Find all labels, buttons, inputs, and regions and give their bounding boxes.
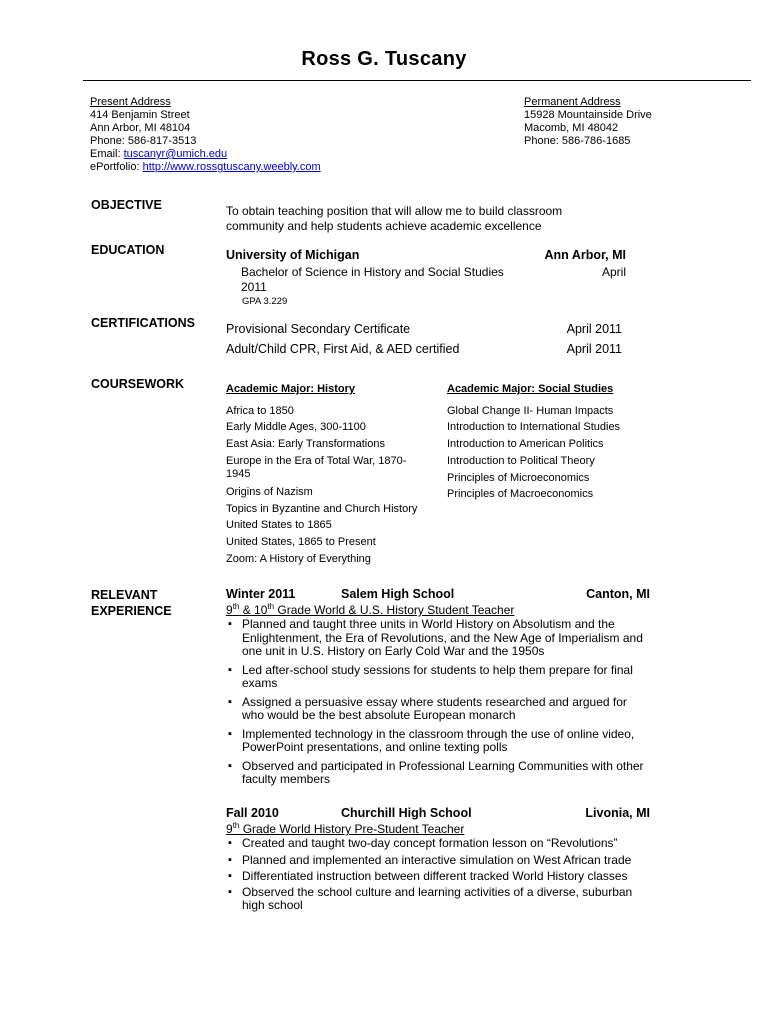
present-city: Ann Arbor, MI 48104 [90,122,191,134]
email-prefix: Email: [90,148,124,160]
job-bullet: ▪ Planned and taught three units in World History on Absolutism and the Enlightenment, the Era of Revolutions, and the New Age of Imperialism and one unit in U.S. History on Early Cold War and the 1950s [226,618,650,659]
job-title-ordinal-2: th [267,602,275,611]
portfolio-line [90,161,321,174]
job-location: Livonia, MI [585,806,650,820]
education-school: University of Michigan [226,248,360,262]
certification-date: April 2011 [566,322,622,336]
job-title-ordinal-1: th [232,602,240,611]
portfolio-prefix: ePortfolio: [90,161,143,173]
history-course-heading: Academic Major: History [226,383,355,395]
job-bullet: ▪ Implemented technology in the classroom through the use of online video, PowerPoint presentations, and online texting polls [226,728,650,755]
education-block [226,248,626,307]
header-rule [83,80,751,81]
certifications-list [226,320,622,359]
job-bullet: ▪ Observed and participated in Professional Learning Communities with other faculty members [226,760,650,787]
education-degree: Bachelor of Science in History and Social Studies [241,265,504,279]
objective-heading: OBJECTIVE [91,198,162,212]
course-item-continued: 1945 [226,468,251,481]
education-degree-row [226,265,626,280]
present-phone: Phone: 586-817-3513 [90,135,197,147]
course-item: United States, 1865 to Present [226,535,376,548]
job-bullet: ▪ Observed the school culture and learning activities of a diverse, suburban high school [226,886,650,913]
job-bullet: ▪ Created and taught two-day concept formation lesson on “Revolutions” [226,837,650,851]
experience-heading [91,587,172,619]
objective-line-1: To obtain teaching position that will allow me to build classroom [226,204,563,218]
coursework-heading: COURSEWORK [91,377,185,391]
present-address-label: Present Address [90,96,171,108]
present-email-line [90,148,321,161]
permanent-city: Macomb, MI 48042 [524,122,619,134]
experience-heading-line-1: RELEVANT [91,588,158,602]
job-title-grade-2: & 10 [239,603,268,617]
portfolio-link[interactable]: http://www.rossgtuscany.weebly.com [142,161,321,173]
job-title-text: Grade World & U.S. History Student Teacher [274,603,515,617]
experience-heading-line-2: EXPERIENCE [91,604,172,618]
course-item: Introduction to International Studies [447,421,621,434]
permanent-address-block [524,96,652,148]
job-term: Fall 2010 [226,806,279,820]
course-item: Principles of Macroeconomics [447,488,594,501]
certifications-heading: CERTIFICATIONS [91,316,195,330]
job-school: Salem High School [341,587,455,601]
job-title [226,822,650,836]
education-location: Ann Arbor, MI [544,248,626,262]
certification-item [226,340,622,360]
job-header [226,806,650,820]
education-heading: EDUCATION [91,243,165,257]
certification-item [226,320,622,340]
present-address-block [90,96,321,174]
job-bullet: ▪ Differentiated instruction between different tracked World History classes [226,870,650,884]
permanent-street: 15928 Mountainside Drive [524,109,652,121]
email-link[interactable]: tuscanyr@umich.edu [123,148,228,160]
certification-name: Provisional Secondary Certificate [226,322,411,336]
job-title-ordinal: th [232,821,240,830]
certification-name: Adult/Child CPR, First Aid, & AED certified [226,341,460,356]
objective-text [226,204,562,234]
history-course-column [226,381,426,567]
job-location: Canton, MI [586,587,650,601]
job-churchill [226,806,650,913]
permanent-phone: Phone: 586-786-1685 [524,135,631,147]
job-bullet: ▪ Led after-school study sessions for students to help them prepare for final exams [226,664,650,691]
job-title [226,603,650,617]
job-term: Winter 2011 [226,587,296,601]
job-bullets [226,837,650,913]
course-item: Zoom: A History of Everything [226,552,371,565]
course-item: Africa to 1850 [226,404,294,417]
job-school: Churchill High School [341,806,472,820]
job-title-grade-1: 9 [226,603,233,617]
course-item: Introduction to Political Theory [447,454,595,467]
education-month: April [601,265,626,279]
course-item: Topics in Byzantine and Church History [226,502,418,515]
course-item: Introduction to American Politics [447,438,604,451]
education-year: 2011 [241,280,267,294]
course-item: Principles of Microeconomics [447,471,590,484]
job-bullets [226,618,650,787]
job-title-text: Grade World History Pre-Student Teacher [239,822,465,836]
resume-name: Ross G. Tuscany [301,48,467,70]
objective-line-2: community and help students achieve academic excellence [226,219,542,233]
certification-date: April 2011 [566,341,622,356]
job-salem [226,587,650,787]
course-item: Origins of Nazism [226,485,313,498]
permanent-address-label: Permanent Address [524,96,621,108]
job-bullet: ▪ Planned and implemented an interactive simulation on West African trade [226,854,650,868]
education-gpa: GPA 3.229 [242,296,288,307]
course-item: United States to 1865 [226,519,332,532]
course-item: Early Middle Ages, 300-1100 [226,421,366,434]
course-item: Europe in the Era of Total War, 1870- [226,454,407,467]
job-header [226,587,650,601]
job-title-grade: 9 [226,822,233,836]
social-course-heading: Academic Major: Social Studies [447,383,614,395]
present-street: 414 Benjamin Street [90,109,190,121]
course-item: East Asia: Early Transformations [226,438,385,451]
course-item: Global Change II- Human Impacts [447,404,614,417]
job-bullet: ▪ Assigned a persuasive essay where students researched and argued for who would be the best absolute European monarch [226,696,650,723]
social-course-column [447,381,657,503]
education-school-row [226,248,626,262]
